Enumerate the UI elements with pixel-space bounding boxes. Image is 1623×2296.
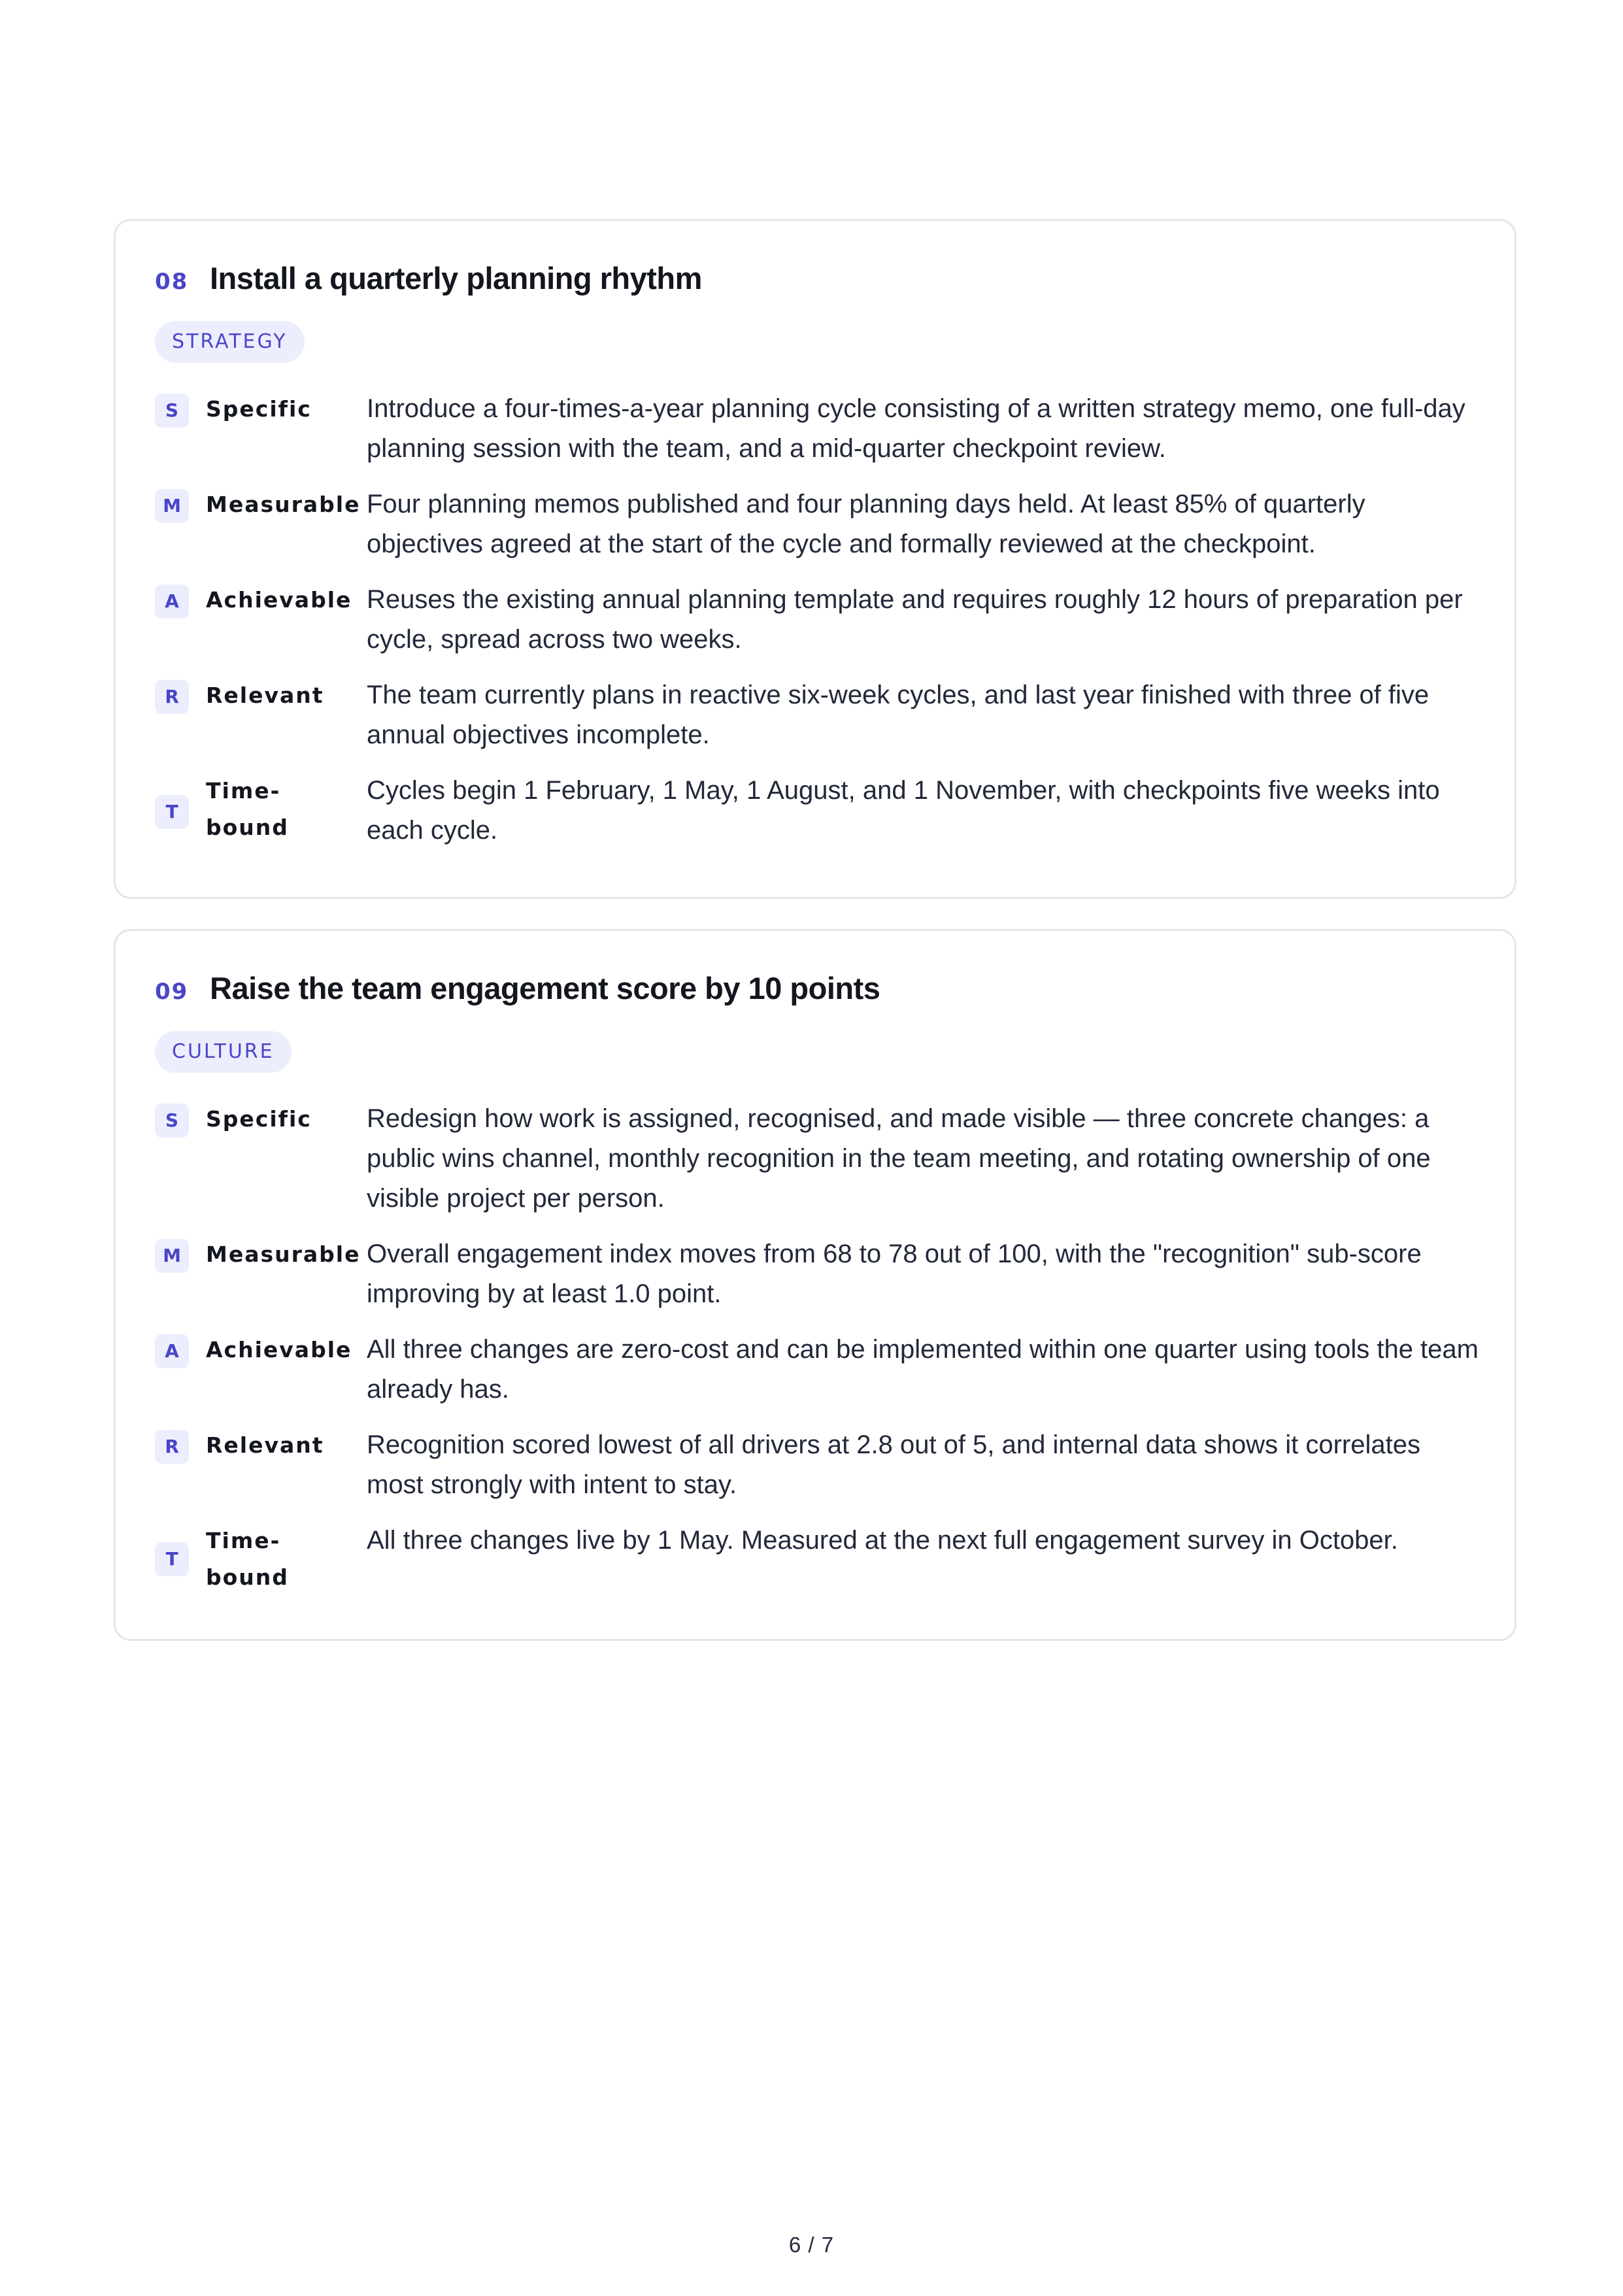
criterion-text: Reuses the existing annual planning template and requires roughly 12 hours of preparation per cycle, spread across two weeks.	[367, 585, 1463, 654]
criterion-text: All three changes live by 1 May. Measured at the next full engagement survey in October.	[367, 1526, 1398, 1555]
criterion-text: The team currently plans in reactive six-week cycles, and last year finished with three of five annual objectives incomplete.	[367, 681, 1430, 749]
criterion-achievable	[155, 582, 1482, 660]
goal-card	[114, 219, 1516, 899]
criterion-label-line: bound	[206, 815, 289, 840]
goal-number: 09	[155, 979, 189, 1005]
criterion-relevant	[155, 677, 1482, 755]
criterion-text: Cycles begin 1 February, 1 May, 1 August, and 1 November, with checkpoints five weeks into each cycle.	[367, 776, 1440, 845]
criterion-specific	[155, 391, 1482, 469]
letter-badge-m: M	[155, 1239, 189, 1273]
category-tag: CULTURE	[155, 1031, 292, 1073]
criterion-label-line: Time-	[206, 778, 281, 803]
criterion-text: Introduce a four-times-a-year planning cycle consisting of a written strategy memo, one full-day planning session with the team, and a mid-quarter checkpoint review.	[367, 394, 1465, 463]
smart-criteria-list	[155, 391, 1482, 851]
goal-card	[114, 929, 1516, 1641]
letter-badge-s: S	[155, 1104, 189, 1138]
criterion-label: Specific	[206, 1106, 312, 1132]
criterion-label: Achievable	[206, 587, 352, 613]
criterion-label: Achievable	[206, 1337, 352, 1362]
goal-title: Install a quarterly planning rhythm	[210, 261, 702, 295]
criterion-label: Measurable	[206, 492, 361, 517]
letter-badge-r: R	[155, 1430, 189, 1464]
criterion-label	[206, 773, 367, 846]
letter-badge-m: M	[155, 489, 189, 523]
letter-badge-r: R	[155, 680, 189, 714]
criterion-text: Overall engagement index moves from 68 to 78 out of 100, with the "recognition" sub-score improving by at least 1.0 point.	[367, 1240, 1422, 1308]
letter-badge-a: A	[155, 584, 189, 618]
criterion-text: Redesign how work is assigned, recognised, and made visible — three concrete changes: a public wins channel, monthly recognition in the team meeting, and rotating ownership of one visible project per person.	[367, 1104, 1431, 1213]
goal-header	[155, 970, 880, 1006]
criterion-text: Four planning memos published and four planning days held. At least 85% of quarterly objectives agreed at the start of the cycle and formally reviewed at the checkpoint.	[367, 490, 1365, 558]
criterion-time-bound	[155, 1523, 1482, 1596]
criterion-label: Relevant	[206, 683, 324, 708]
goal-title: Raise the team engagement score by 10 points	[210, 971, 880, 1005]
smart-criteria-list	[155, 1101, 1482, 1596]
criterion-label-line: bound	[206, 1564, 289, 1590]
criterion-text: Recognition scored lowest of all drivers at 2.8 out of 5, and internal data shows it correlates most strongly with intent to stay.	[367, 1430, 1420, 1499]
goal-number: 08	[155, 269, 189, 295]
goal-header	[155, 260, 702, 296]
criterion-label: Specific	[206, 396, 312, 422]
letter-badge-t: T	[155, 1542, 189, 1576]
criterion-label-line: Time-	[206, 1528, 281, 1553]
page-number: 6 / 7	[788, 2233, 835, 2257]
criterion-label: Relevant	[206, 1432, 324, 1458]
criterion-label: Measurable	[206, 1241, 361, 1267]
criterion-relevant	[155, 1427, 1482, 1505]
criterion-text: All three changes are zero-cost and can be implemented within one quarter using tools the team already has.	[367, 1335, 1479, 1404]
category-tag: STRATEGY	[155, 321, 305, 363]
letter-badge-a: A	[155, 1334, 189, 1368]
criterion-time-bound	[155, 773, 1482, 851]
letter-badge-s: S	[155, 394, 189, 428]
criterion-label	[206, 1523, 367, 1596]
criterion-measurable	[155, 486, 1482, 564]
criterion-specific	[155, 1101, 1482, 1219]
criterion-achievable	[155, 1332, 1482, 1410]
letter-badge-t: T	[155, 795, 189, 829]
criterion-measurable	[155, 1236, 1482, 1314]
